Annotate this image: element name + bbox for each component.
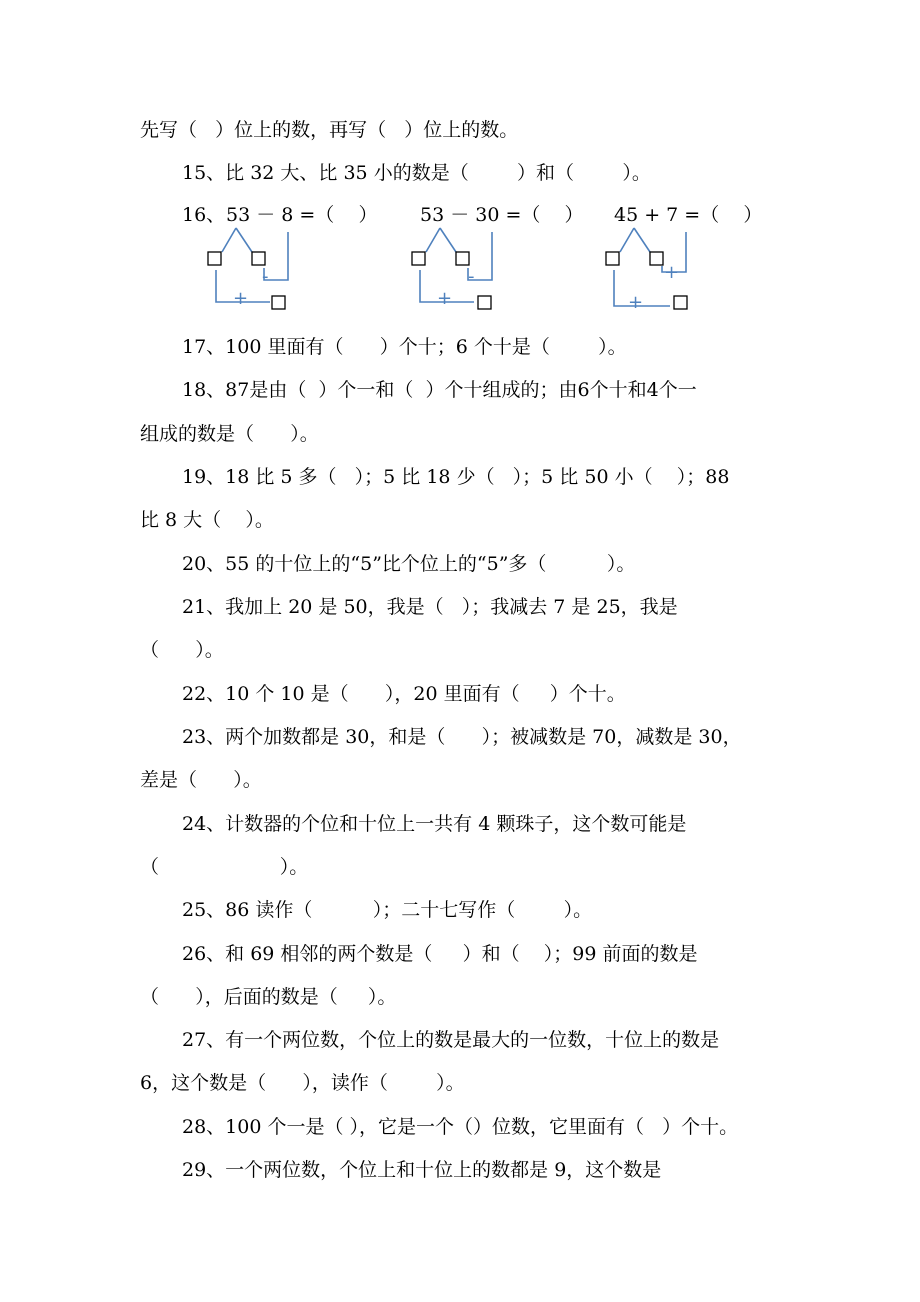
question-26-line-1: 26、和 69 相邻的两个数是（ ）和（ ）；99 前面的数是 bbox=[182, 943, 698, 965]
decomposition-diagram-1 bbox=[200, 222, 300, 314]
question-19-line-1: 19、18 比 5 多（ ）；5 比 18 少（ ）；5 比 50 小（ ）；88 bbox=[182, 466, 730, 488]
diagram-1-box-result bbox=[272, 296, 285, 309]
diagram-3-inner-sign: + bbox=[664, 262, 680, 283]
question-21-line-1: 21、我加上 20 是 50，我是（ ）；我减去 7 是 25，我是 bbox=[182, 596, 678, 618]
diagram-3-outer-sign: + bbox=[628, 292, 644, 313]
diagram-2-box-tens bbox=[412, 252, 425, 265]
question-22: 22、10 个 10 是（ ），20 里面有（ ）个十。 bbox=[182, 683, 626, 705]
question-27-line-1: 27、有一个两位数，个位上的数是最大的一位数，十位上的数是 bbox=[182, 1029, 720, 1051]
question-27-line-2: 6，这个数是（ ），读作（ ）。 bbox=[140, 1072, 465, 1094]
question-18-line-1: 18、87是由（ ）个一和（ ）个十组成的；由6个十和4个一 bbox=[182, 379, 697, 401]
decomposition-diagram-3 bbox=[598, 222, 698, 314]
diagram-1-outer-sign: + bbox=[233, 288, 249, 309]
question-29: 29、一个两位数，个位上和十位上的数都是 9，这个数是 bbox=[182, 1159, 662, 1181]
question-16-equation-2: 53 － 30 =（ ） bbox=[420, 204, 584, 226]
question-21-line-2: （ ）。 bbox=[140, 639, 224, 661]
question-24-line-2: （ ）。 bbox=[140, 856, 309, 878]
question-14-continuation: 先写（ ）位上的数，再写（ ）位上的数。 bbox=[140, 119, 519, 141]
question-19-line-2: 比 8 大（ ）。 bbox=[140, 509, 274, 531]
question-20: 20、55 的十位上的“5”比个位上的“5”多（ ）。 bbox=[182, 553, 636, 575]
diagram-2-box-result bbox=[478, 296, 491, 309]
question-28: 28、100 个一是（ ），它是一个（）位数，它里面有（ ）个十。 bbox=[182, 1116, 739, 1138]
diagram-3-box-ones bbox=[650, 252, 663, 265]
question-23-line-1: 23、两个加数都是 30，和是（ ）；被减数是 70，减数是 30， bbox=[182, 726, 742, 748]
question-24-line-1: 24、计数器的个位和十位上一共有 4 颗珠子，这个数可能是 bbox=[182, 813, 687, 835]
diagram-1-box-tens bbox=[208, 252, 221, 265]
diagram-2-inner-sign: - bbox=[468, 266, 475, 287]
question-16-label: 16、 bbox=[182, 204, 226, 226]
question-26-line-2: （ ），后面的数是（ ）。 bbox=[140, 986, 397, 1008]
diagram-3-box-tens bbox=[606, 252, 619, 265]
question-23-line-2: 差是（ ）。 bbox=[140, 769, 262, 791]
decomposition-diagram-2 bbox=[404, 222, 504, 314]
question-25: 25、86 读作（ ）；二十七写作（ ）。 bbox=[182, 899, 593, 921]
diagram-2-box-ones bbox=[456, 252, 469, 265]
diagram-1-inner-sign: - bbox=[262, 266, 269, 287]
diagram-2-outer-sign: + bbox=[437, 288, 453, 309]
question-18-line-2: 组成的数是（ ）。 bbox=[140, 423, 319, 445]
question-17: 17、100 里面有（ ）个十；6 个十是（ ）。 bbox=[182, 336, 627, 358]
diagram-1-box-ones bbox=[252, 252, 265, 265]
question-15: 15、比 32 大、比 35 小的数是（ ）和（ ）。 bbox=[182, 162, 651, 184]
question-16-equation-1: 53 － 8 =（ ） bbox=[226, 204, 378, 226]
question-16-equation-3: 45 + 7 =（ ） bbox=[614, 204, 763, 226]
diagram-3-box-result bbox=[674, 296, 687, 309]
